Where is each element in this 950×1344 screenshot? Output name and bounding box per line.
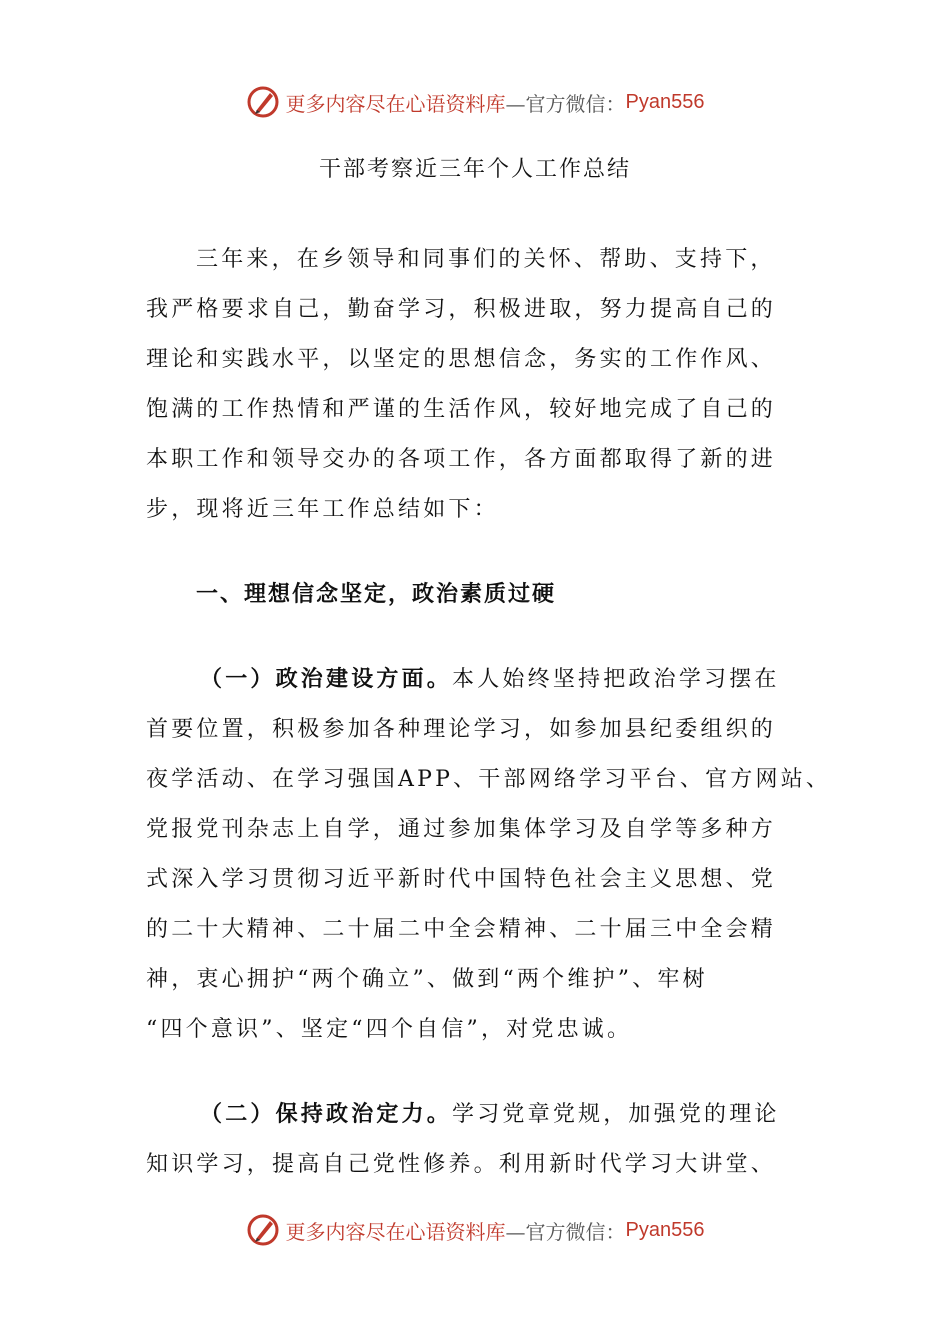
intro-line-6: 步，现将近三年工作总结如下： xyxy=(146,497,499,522)
document-title: 干部考察近三年个人工作总结 xyxy=(318,157,631,182)
pen-logo-icon xyxy=(246,85,280,119)
pen-logo-icon xyxy=(246,1213,280,1247)
para2-line-2: 知识学习，提高自己党性修养。利用新时代学习大讲堂、 xyxy=(146,1152,777,1177)
banner-wechat-label: —官方微信： xyxy=(505,91,626,116)
intro-line-3: 理论和实践水平，以坚定的思想信念，务实的工作作风、 xyxy=(146,347,777,372)
para1-line-2: 首要位置，积极参加各种理论学习，如参加县纪委组织的 xyxy=(146,717,777,742)
intro-line-2: 我严格要求自己，勤奋学习，积极进取，努力提高自己的 xyxy=(146,297,777,322)
para1-lead: （一）政治建设方面。 xyxy=(200,666,453,692)
intro-line-5: 本职工作和领导交办的各项工作，各方面都取得了新的进 xyxy=(146,447,777,472)
intro-line-4: 饱满的工作热情和严谨的生活作风，较好地完成了自己的 xyxy=(146,397,777,422)
para1-first-line xyxy=(200,662,780,693)
banner-site-name: 更多内容尽在心语资料库 xyxy=(285,91,506,116)
section-heading-1: 一、理想信念坚定，政治素质过硬 xyxy=(196,581,557,607)
footer-site-name: 更多内容尽在心语资料库 xyxy=(285,1219,506,1244)
header-banner xyxy=(0,82,950,122)
para1-line-6: 的二十大精神、二十届二中全会精神、二十届三中全会精 xyxy=(146,917,777,942)
para1-first-rest: 本人始终坚持把政治学习摆在 xyxy=(452,667,780,692)
para1-line-7: 神，衷心拥护“两个确立”、做到“两个维护”、牢树 xyxy=(146,967,708,992)
intro-line-1: 三年来，在乡领导和同事们的关怀、帮助、支持下， xyxy=(196,247,776,272)
para2-first-line xyxy=(200,1097,780,1128)
para1-line-4: 党报党刊杂志上自学，通过参加集体学习及自学等多种方 xyxy=(146,817,777,842)
para1-line-8: “四个意识”、坚定“四个自信”，对党忠诚。 xyxy=(146,1017,633,1042)
banner-wechat-id: Pyan556 xyxy=(625,90,705,113)
footer-wechat-label: —官方微信： xyxy=(505,1219,626,1244)
para2-first-rest: 学习党章党规，加强党的理论 xyxy=(452,1102,780,1127)
para1-line-3: 夜学活动、在学习强国APP、干部网络学习平台、官方网站、 xyxy=(146,767,832,792)
para2-lead: （二）保持政治定力。 xyxy=(200,1101,453,1127)
footer-wechat-id: Pyan556 xyxy=(625,1218,705,1241)
footer-banner xyxy=(0,1210,950,1250)
para1-line-5: 式深入学习贯彻习近平新时代中国特色社会主义思想、党 xyxy=(146,867,777,892)
